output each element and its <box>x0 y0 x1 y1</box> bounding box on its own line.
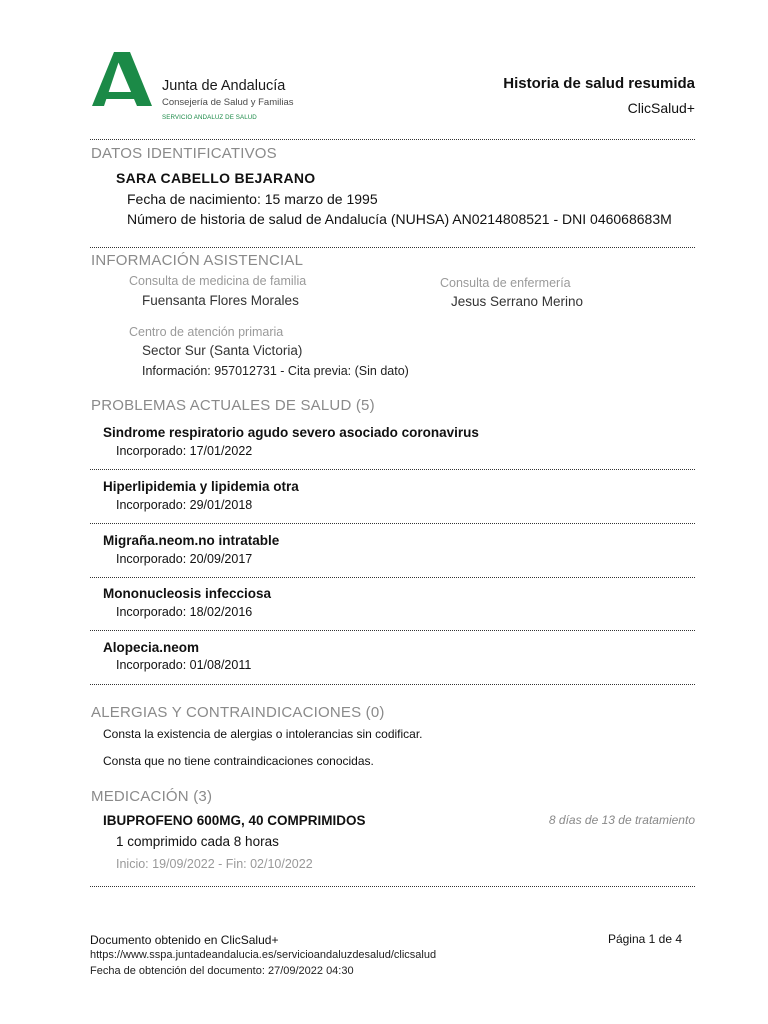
junta-andalucia-logo-icon <box>92 52 154 108</box>
medication-dose: 1 comprimido cada 8 horas <box>116 834 279 849</box>
org-service: SERVICIO ANDALUZ DE SALUD <box>162 114 257 121</box>
footer-url: https://www.sspa.juntadeandalucia.es/servicioandaluzdesalud/clicsalud <box>90 949 437 961</box>
divider <box>90 247 695 248</box>
section-identification-title: DATOS IDENTIFICATIVOS <box>91 145 277 162</box>
divider <box>90 886 695 887</box>
divider <box>90 523 695 524</box>
problem-date: Incorporado: 17/01/2022 <box>116 444 253 458</box>
footer-obtained-date: Fecha de obtención del documento: 27/09/2022 04:30 <box>90 965 354 977</box>
medication-duration: 8 días de 13 de tratamiento <box>548 813 695 827</box>
family-doctor-value: Fuensanta Flores Morales <box>142 293 299 308</box>
org-name: Junta de Andalucía <box>162 78 286 94</box>
page-number: Página 1 de 4 <box>607 932 682 946</box>
divider <box>90 684 695 685</box>
section-allergies-title: ALERGIAS Y CONTRAINDICACIONES (0) <box>91 704 385 721</box>
patient-ids: Número de historia de salud de Andalucía (NUHSA) AN0214808521 - DNI 046068683M <box>127 211 672 227</box>
patient-birth: Fecha de nacimiento: 15 marzo de 1995 <box>127 191 378 207</box>
patient-name: SARA CABELLO BEJARANO <box>116 170 316 186</box>
nursing-value: Jesus Serrano Merino <box>451 294 584 309</box>
contraindications-line: Consta que no tiene contraindicaciones conocidas. <box>103 754 374 768</box>
center-info: Información: 957012731 - Cita previa: (Sin dato) <box>142 364 409 378</box>
divider <box>90 577 695 578</box>
nursing-label: Consulta de enfermería <box>440 276 571 290</box>
problem-name: Alopecia.neom <box>103 640 200 655</box>
page-title: Historia de salud resumida <box>503 75 695 92</box>
footer-source: Documento obtenido en ClicSalud+ <box>90 933 279 947</box>
problem-date: Incorporado: 01/08/2011 <box>116 658 252 672</box>
problem-name: Mononucleosis infecciosa <box>103 586 272 601</box>
problem-date: Incorporado: 29/01/2018 <box>116 498 253 512</box>
medication-name: IBUPROFENO 600MG, 40 COMPRIMIDOS <box>103 813 366 828</box>
divider <box>90 630 695 631</box>
section-care-title: INFORMACIÓN ASISTENCIAL <box>91 252 304 269</box>
family-doctor-label: Consulta de medicina de familia <box>129 274 307 288</box>
problem-name: Sindrome respiratorio agudo severo asociado coronavirus <box>103 425 479 440</box>
org-department: Consejería de Salud y Familias <box>162 97 294 108</box>
section-problems-title: PROBLEMAS ACTUALES DE SALUD (5) <box>91 397 375 414</box>
problem-name: Migraña.neom.no intratable <box>103 533 280 548</box>
page-subtitle: ClicSalud+ <box>627 100 695 116</box>
section-medication-title: MEDICACIÓN (3) <box>91 788 213 805</box>
center-value: Sector Sur (Santa Victoria) <box>142 343 303 358</box>
problem-date: Incorporado: 18/02/2016 <box>116 605 253 619</box>
problem-date: Incorporado: 20/09/2017 <box>116 552 253 566</box>
medication-dates: Inicio: 19/09/2022 - Fin: 02/10/2022 <box>116 857 313 871</box>
problem-name: Hiperlipidemia y lipidemia otra <box>103 479 299 494</box>
center-label: Centro de atención primaria <box>129 325 284 339</box>
allergies-line: Consta la existencia de alergias o intolerancias sin codificar. <box>103 727 423 741</box>
divider <box>90 469 695 470</box>
divider <box>90 139 695 140</box>
